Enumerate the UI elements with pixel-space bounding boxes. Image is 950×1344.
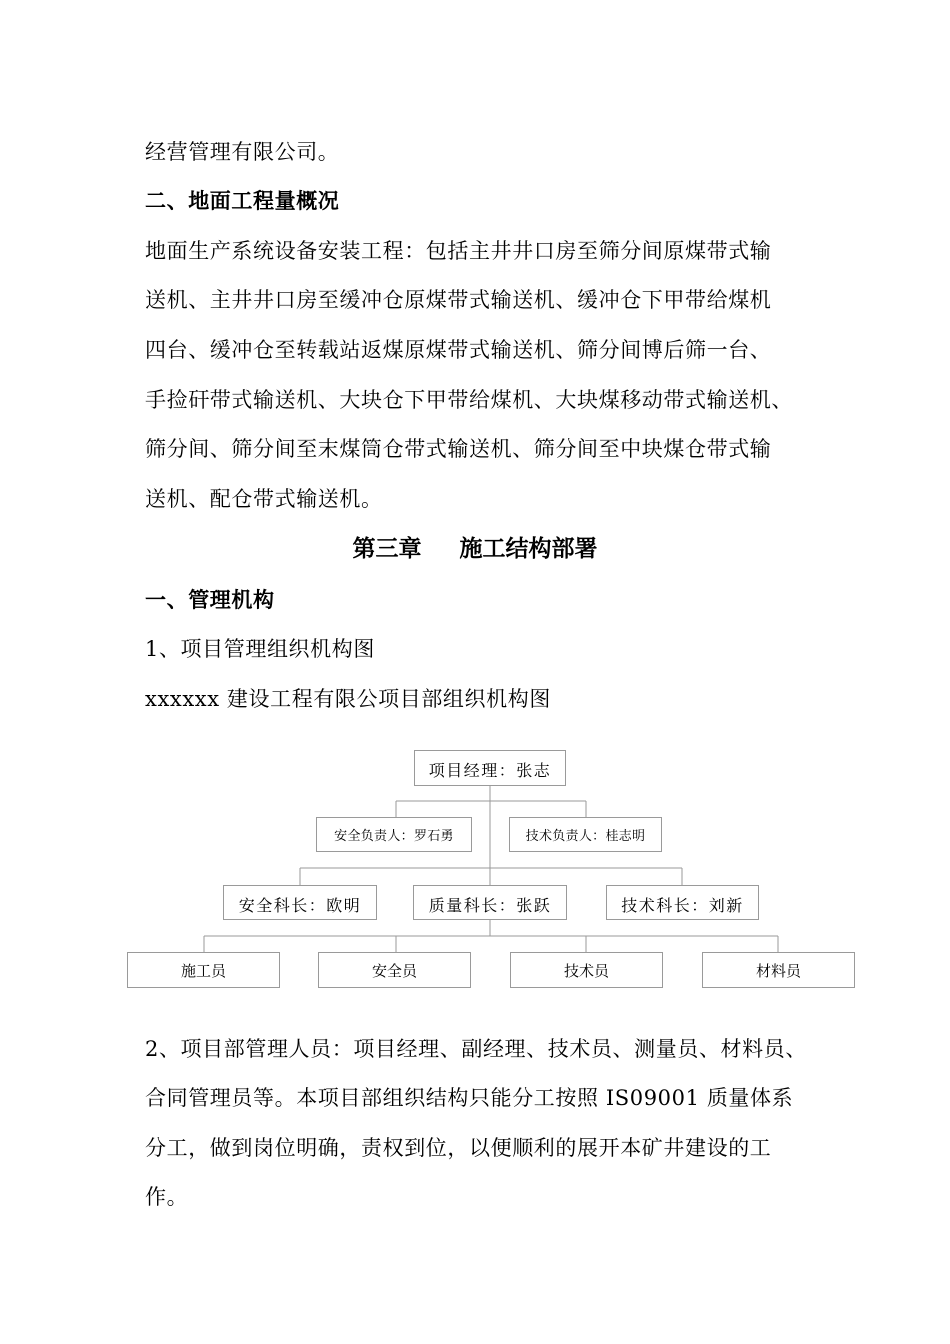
chapter-title (0, 534, 950, 564)
paragraph-line: 合同管理员等。本项目部组织结构只能分工按照 IS09001 质量体系 (145, 1086, 794, 1110)
paragraph-line: 手捡矸带式输送机、大块仓下甲带给煤机、大块煤移动带式输送机、 (145, 388, 793, 412)
paragraph-company-end: 经营管理有限公司。 (145, 140, 340, 164)
org-box-technical-lead: 技术负责人：桂志明 (509, 817, 662, 852)
org-box-construction-staff: 施工员 (127, 952, 280, 988)
org-box-quality-section-chief: 质量科长：张跃 (413, 885, 567, 920)
org-chart-caption: xxxxxx 建设工程有限公项目部组织机构图 (145, 687, 551, 711)
list-item-org-chart: 1、项目管理组织机构图 (145, 637, 375, 661)
paragraph-line: 地面生产系统设备安装工程：包括主井井口房至筛分间原煤带式输 (145, 239, 772, 263)
paragraph-line: 筛分间、筛分间至末煤筒仓带式输送机、筛分间至中块煤仓带式输 (145, 437, 772, 461)
chapter-name: 施工结构部署 (459, 536, 598, 562)
org-box-safety-lead: 安全负责人：罗石勇 (316, 817, 472, 852)
org-box-technician: 技术员 (510, 952, 663, 988)
org-box-materials-staff: 材料员 (702, 952, 855, 988)
paragraph-line: 作。 (145, 1185, 189, 1209)
paragraph-line: 分工，做到岗位明确，责权到位，以便顺利的展开本矿井建设的工 (145, 1136, 772, 1160)
paragraph-line: 送机、主井井口房至缓冲仓原煤带式输送机、缓冲仓下甲带给煤机 (145, 288, 772, 312)
org-box-project-manager: 项目经理：张志 (414, 750, 566, 786)
section-heading-management: 一、管理机构 (145, 588, 275, 612)
chapter-number: 第三章 (352, 536, 422, 562)
paragraph-line: 四台、缓冲仓至转载站返煤原煤带式输送机、筛分间博后筛一台、 (145, 338, 772, 362)
org-box-technical-section-chief: 技术科长：刘新 (606, 885, 759, 920)
org-box-safety-staff: 安全员 (318, 952, 471, 988)
org-box-safety-section-chief: 安全科长：欧明 (223, 885, 377, 920)
paragraph-line: 2、项目部管理人员：项目经理、副经理、技术员、测量员、材料员、 (145, 1037, 807, 1061)
section-heading-ground-works: 二、地面工程量概况 (145, 189, 340, 213)
paragraph-line: 送机、配仓带式输送机。 (145, 487, 383, 511)
